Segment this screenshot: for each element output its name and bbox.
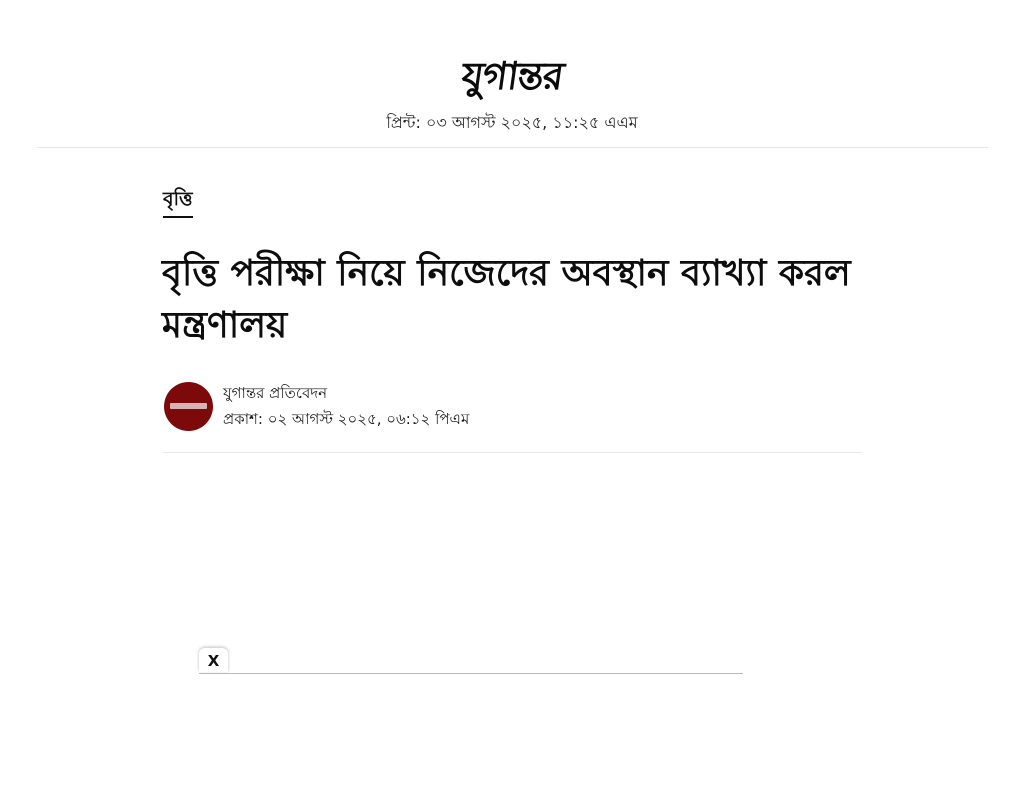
masthead bbox=[0, 52, 1024, 100]
author-name: যুগান্তর প্রতিবেদন bbox=[223, 384, 328, 402]
site-logo[interactable]: যুগান্তর bbox=[458, 53, 566, 98]
byline-divider bbox=[163, 452, 862, 453]
author-avatar bbox=[164, 382, 213, 431]
print-date: প্রিন্ট: ০৩ আগস্ট ২০২৫, ১১:২৫ এএম bbox=[386, 113, 638, 132]
published-date: প্রকাশ: ০২ আগস্ট ২০২৫, ০৬:১২ পিএম bbox=[223, 410, 470, 428]
article-headline: বৃত্তি পরীক্ষা নিয়ে নিজেদের অবস্থান ব্যাখ্যা করল মন্ত্রণালয় bbox=[162, 253, 851, 346]
byline bbox=[164, 382, 864, 432]
masthead-divider bbox=[37, 147, 988, 148]
category-link[interactable]: বৃত্তি bbox=[163, 186, 193, 218]
avatar-logo-mark bbox=[170, 403, 207, 409]
ad-close-button[interactable]: X bbox=[199, 648, 228, 672]
ad-banner-border bbox=[199, 673, 743, 674]
